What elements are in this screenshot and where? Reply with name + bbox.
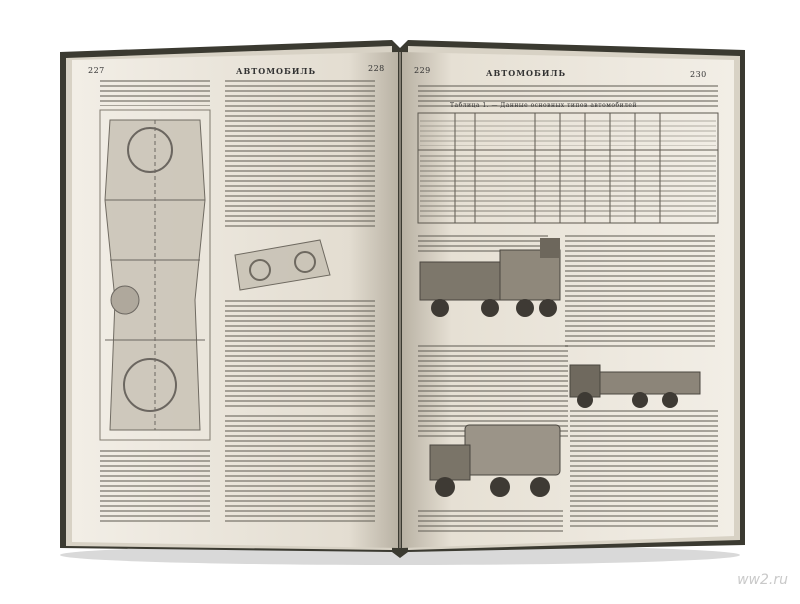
right-page-number-outer: 230: [690, 70, 707, 79]
watermark: ww2.ru: [737, 572, 788, 588]
left-text-col2-mid: [225, 300, 375, 410]
left-text-col2-bottom: [225, 415, 375, 525]
chassis-drawing: [100, 110, 210, 440]
left-text-col1-top: [100, 78, 210, 106]
left-text-col1-bottom: [100, 450, 210, 522]
left-page-number-inner: 228: [368, 64, 385, 73]
right-text-right-lower: [570, 410, 718, 530]
right-text-right-col: [565, 235, 715, 350]
left-page-number-outer: 227: [88, 66, 105, 75]
left-text-col2-top: [225, 78, 375, 228]
vehicle-table: [418, 113, 718, 223]
left-page-header-title: АВТОМОБИЛЬ: [236, 66, 317, 76]
right-text-bottom-left: [418, 510, 563, 534]
table-caption: Таблица 1. — Данные основных типов автомобилей: [450, 102, 637, 109]
right-page-number-inner: 229: [414, 66, 431, 75]
right-page-header-title: АВТОМОБИЛЬ: [486, 68, 567, 78]
